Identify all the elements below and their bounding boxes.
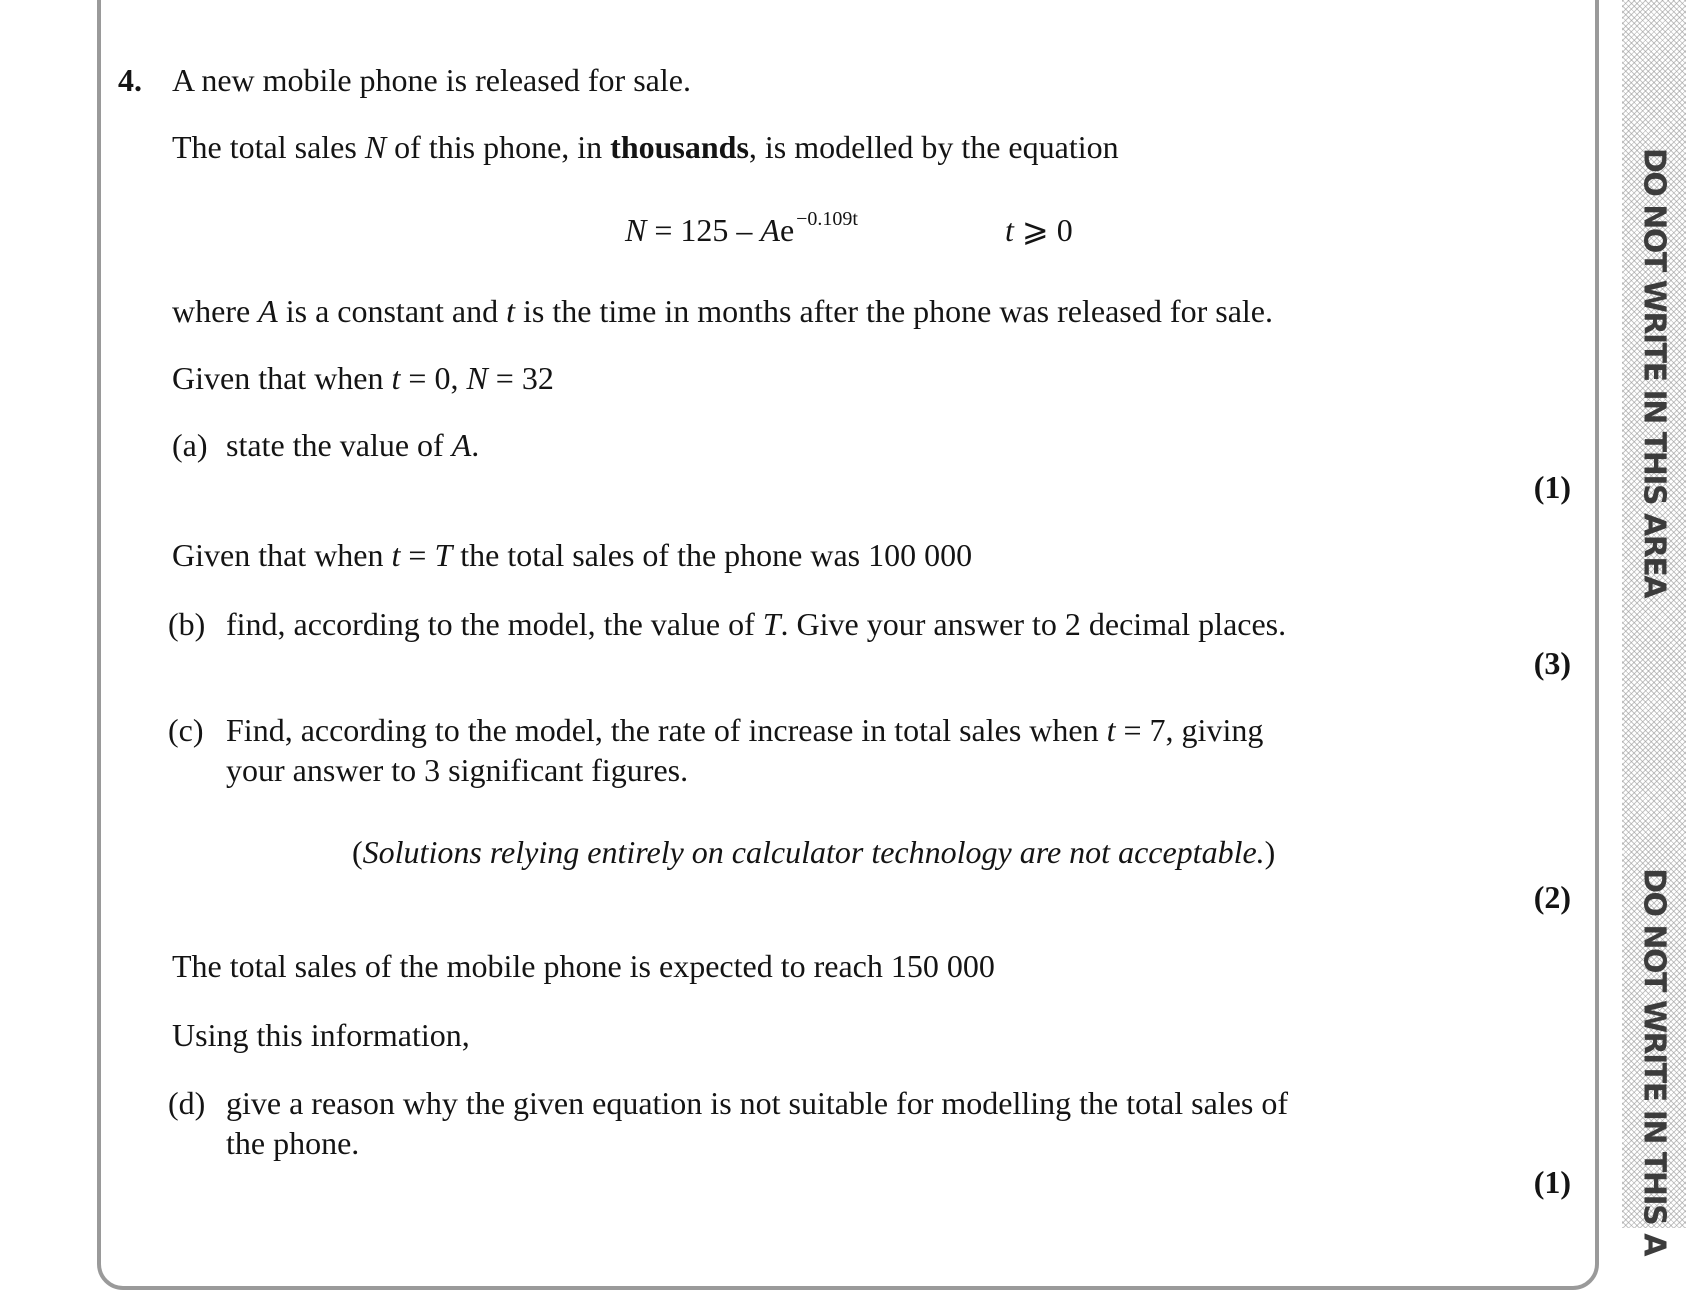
- exponent: −0.109t: [796, 208, 858, 230]
- equation-condition: t ⩾ 0: [1005, 212, 1073, 248]
- part-d-line2: the phone.: [226, 1125, 360, 1161]
- part-b-text: find, according to the model, the value of T. Give your answer to 2 decimal places.: [226, 606, 1287, 642]
- margin-warning-top: DO NOT WRITE IN THIS AREA: [1636, 147, 1672, 598]
- where-sentence: where A is a constant and t is the time in months after the phone was released for sale.: [172, 293, 1273, 329]
- part-c-line2: your answer to 3 significant figures.: [226, 752, 689, 788]
- part-b-label: (b): [168, 606, 206, 642]
- part-d-label: (d): [168, 1085, 206, 1121]
- intro-text: A new mobile phone is released for sale.: [172, 62, 691, 98]
- model-sentence: The total sales N of this phone, in thousands, is modelled by the equation: [172, 129, 1119, 165]
- part-a-label: (a): [172, 427, 208, 463]
- using-sentence: Using this information,: [172, 1017, 470, 1053]
- given-sales: Given that when t = T the total sales of the phone was 100 000: [172, 537, 973, 573]
- expected-sentence: The total sales of the mobile phone is expected to reach 150 000: [172, 948, 995, 984]
- question-number: 4.: [118, 62, 142, 98]
- part-b-marks: (3): [1533, 645, 1571, 681]
- given-initial: Given that when t = 0, N = 32: [172, 360, 554, 396]
- calculator-note: (Solutions relying entirely on calculator technology are not acceptable.): [352, 834, 1276, 870]
- part-c-line1: Find, according to the model, the rate of increase in total sales when t = 7, giving: [226, 712, 1264, 748]
- part-c-label: (c): [168, 712, 204, 748]
- part-a-marks: (1): [1533, 469, 1571, 505]
- equation: N = 125 – Ae $^{-0.109t}$: [625, 208, 858, 248]
- part-d-line1: give a reason why the given equation is not suitable for modelling the total sales of: [226, 1085, 1288, 1121]
- part-a-text: state the value of A.: [226, 427, 480, 463]
- part-c-marks: (2): [1533, 879, 1571, 915]
- part-d-marks: (1): [1533, 1164, 1571, 1200]
- margin-warning-bottom: DO NOT WRITE IN THIS A: [1636, 868, 1672, 1255]
